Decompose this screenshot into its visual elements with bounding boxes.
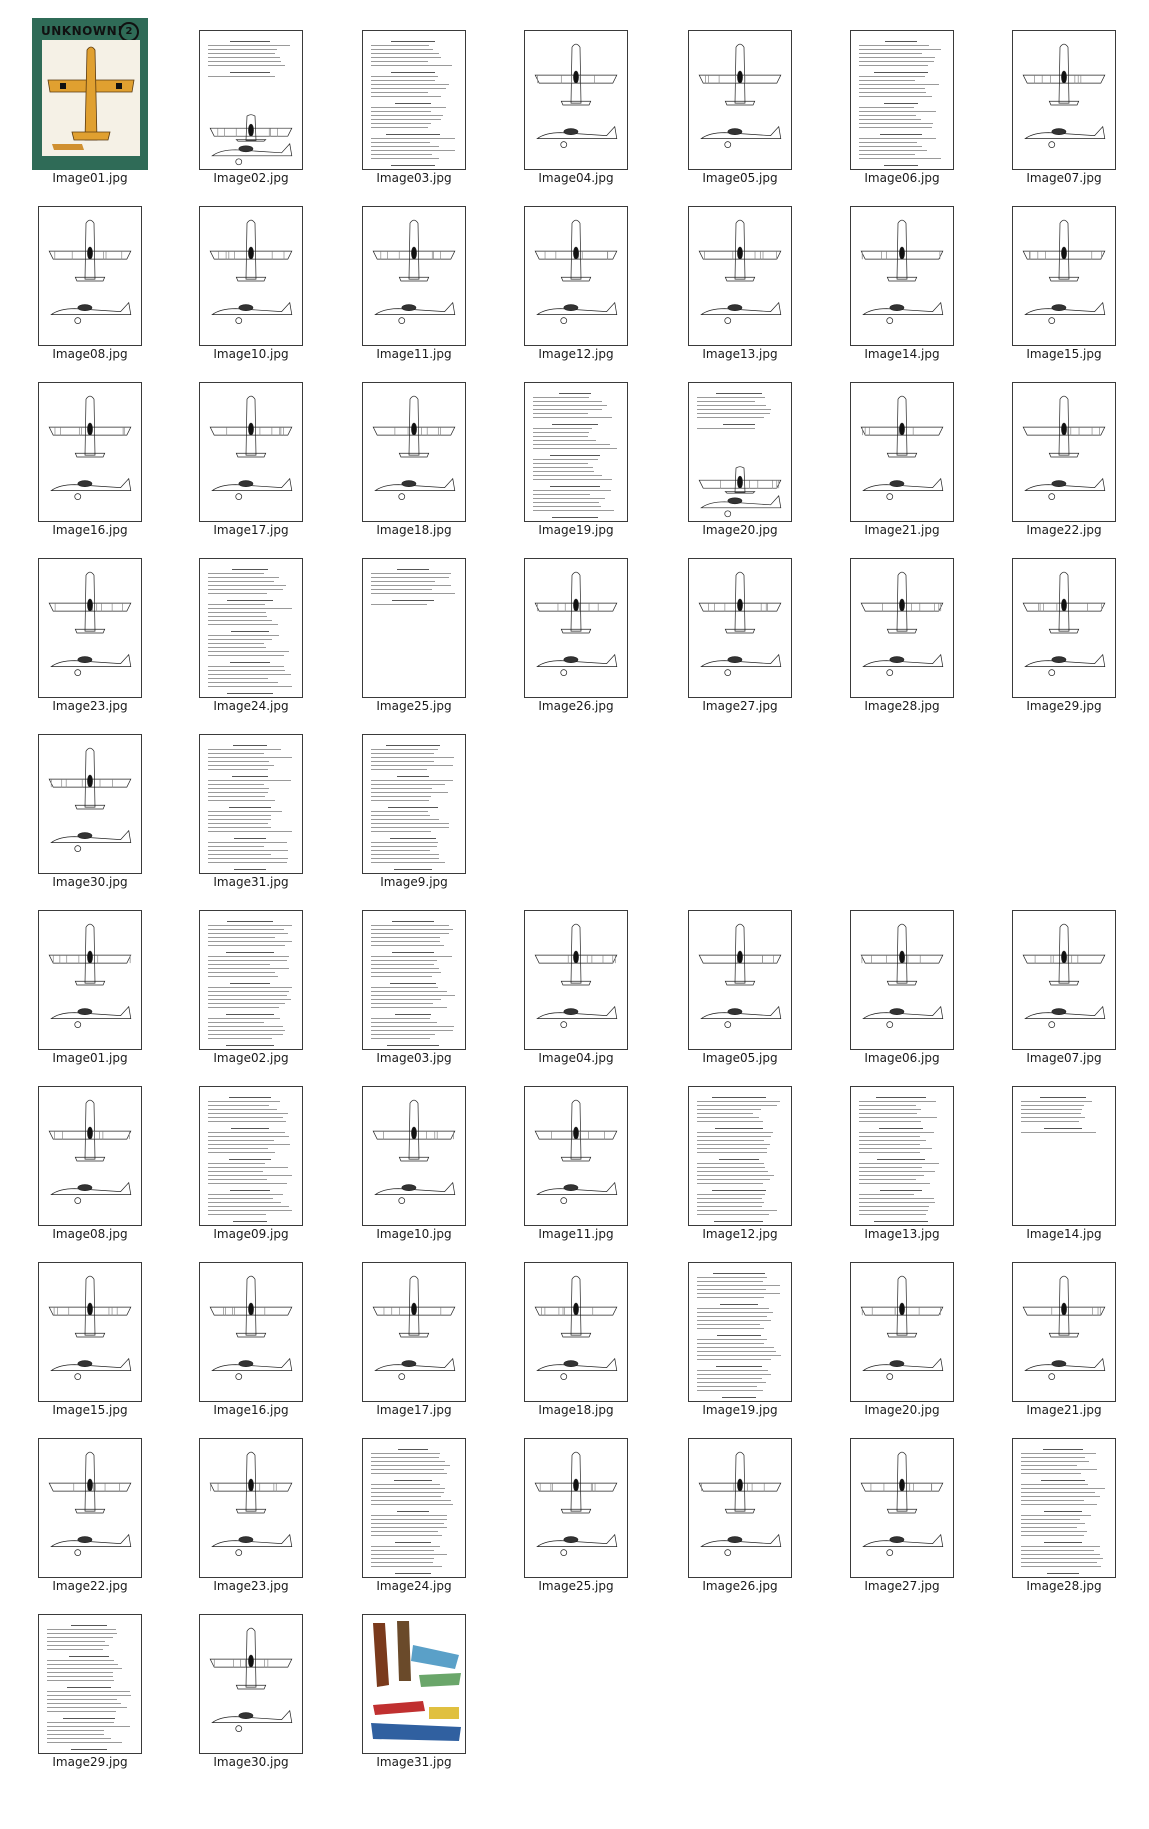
- page-preview: [199, 30, 303, 170]
- page-preview: [199, 1086, 303, 1226]
- aircraft-drawing: [200, 1615, 302, 1753]
- file-thumbnail[interactable]: [837, 1250, 967, 1426]
- page-preview: [362, 30, 466, 170]
- thumbnail-image: [349, 194, 479, 346]
- file-name-label: Image10.jpg: [376, 1227, 452, 1241]
- file-name-label: Image03.jpg: [376, 1051, 452, 1065]
- file-name-label: Image17.jpg: [376, 1403, 452, 1417]
- file-thumbnail[interactable]: [675, 370, 805, 546]
- page-preview: [850, 910, 954, 1050]
- file-thumbnail[interactable]: [25, 194, 155, 370]
- thumbnail-image: [25, 370, 155, 522]
- page-preview: [850, 1262, 954, 1402]
- thumbnail-image: [25, 898, 155, 1050]
- file-name-label: Image31.jpg: [213, 875, 289, 889]
- thumbnail-image: [999, 1074, 1129, 1226]
- file-thumbnail[interactable]: [25, 1074, 155, 1250]
- aircraft-drawing: [363, 383, 465, 521]
- aircraft-drawing: [1013, 559, 1115, 697]
- cover-artwork: [42, 40, 140, 156]
- page-preview: [524, 1262, 628, 1402]
- file-thumbnail[interactable]: [349, 546, 479, 722]
- file-name-label: Image19.jpg: [538, 523, 614, 537]
- file-thumbnail[interactable]: [25, 722, 155, 898]
- file-name-label: Image04.jpg: [538, 1051, 614, 1065]
- thumbnail-image: [675, 546, 805, 698]
- page-preview: [1012, 558, 1116, 698]
- thumbnail-image: [675, 898, 805, 1050]
- page-preview: [199, 206, 303, 346]
- file-thumbnail[interactable]: [999, 1250, 1129, 1426]
- aircraft-drawing: [525, 207, 627, 345]
- aircraft-drawing: [689, 461, 791, 521]
- page-preview: [362, 1086, 466, 1226]
- thumbnail-image: [25, 722, 155, 874]
- page-preview: [199, 1438, 303, 1578]
- file-name-label: Image14.jpg: [864, 347, 940, 361]
- page-preview: [362, 910, 466, 1050]
- thumbnail-image: [349, 898, 479, 1050]
- thumbnail-image: [25, 1074, 155, 1226]
- aircraft-drawing: [525, 31, 627, 169]
- file-thumbnail[interactable]: [675, 898, 805, 1074]
- file-thumbnail[interactable]: [999, 1426, 1129, 1602]
- aircraft-drawing: [1013, 911, 1115, 1049]
- file-thumbnail[interactable]: [186, 722, 316, 898]
- file-thumbnail[interactable]: [837, 1074, 967, 1250]
- file-name-label: Image04.jpg: [538, 171, 614, 185]
- file-thumbnail[interactable]: [999, 546, 1129, 722]
- file-name-label: Image16.jpg: [213, 1403, 289, 1417]
- thumbnail-image: [349, 1426, 479, 1578]
- file-thumbnail[interactable]: [675, 194, 805, 370]
- page-preview: [199, 910, 303, 1050]
- file-thumbnail[interactable]: [349, 194, 479, 370]
- file-thumbnail[interactable]: [186, 1602, 316, 1778]
- thumbnail-image: [349, 1602, 479, 1754]
- file-thumbnail[interactable]: [349, 1426, 479, 1602]
- file-thumbnail[interactable]: [511, 546, 641, 722]
- file-name-label: Image24.jpg: [376, 1579, 452, 1593]
- thumbnail-image: [837, 194, 967, 346]
- file-thumbnail[interactable]: [837, 1426, 967, 1602]
- file-name-label: Image27.jpg: [864, 1579, 940, 1593]
- aircraft-drawing: [363, 1087, 465, 1225]
- cover-plane-illustration: [42, 40, 140, 156]
- file-thumbnail[interactable]: [349, 18, 479, 194]
- thumbnail-image: [186, 722, 316, 874]
- page-preview: [362, 206, 466, 346]
- thumbnail-image: [349, 546, 479, 698]
- file-thumbnail[interactable]: [349, 722, 479, 898]
- file-thumbnail[interactable]: [25, 898, 155, 1074]
- page-preview: [1012, 1086, 1116, 1226]
- file-name-label: Image19.jpg: [702, 1403, 778, 1417]
- file-thumbnail[interactable]: [511, 1250, 641, 1426]
- thumbnail-image: [186, 546, 316, 698]
- file-name-label: Image26.jpg: [538, 699, 614, 713]
- aircraft-drawing: [200, 1439, 302, 1577]
- aircraft-drawing: [525, 1263, 627, 1401]
- aircraft-drawing: [39, 207, 141, 345]
- file-name-label: Image23.jpg: [52, 699, 128, 713]
- file-thumbnail[interactable]: [511, 194, 641, 370]
- page-preview: [688, 910, 792, 1050]
- aircraft-drawing: [525, 1087, 627, 1225]
- page-preview: [38, 910, 142, 1050]
- page-preview: [362, 1614, 466, 1754]
- thumbnail-image: [25, 1602, 155, 1754]
- file-thumbnail[interactable]: [999, 194, 1129, 370]
- file-thumbnail[interactable]: [675, 1250, 805, 1426]
- file-thumbnail[interactable]: [675, 546, 805, 722]
- file-thumbnail[interactable]: [837, 194, 967, 370]
- file-name-label: Image07.jpg: [1026, 1051, 1102, 1065]
- thumbnail-image: [186, 1074, 316, 1226]
- file-name-label: Image22.jpg: [52, 1579, 128, 1593]
- aircraft-drawing: [39, 911, 141, 1049]
- file-thumbnail[interactable]: [675, 1074, 805, 1250]
- thumbnail-image: [511, 194, 641, 346]
- page-preview: [688, 1438, 792, 1578]
- thumbnail-image: [837, 898, 967, 1050]
- file-name-label: Image27.jpg: [702, 699, 778, 713]
- page-preview: [38, 382, 142, 522]
- thumbnail-image: [999, 1250, 1129, 1402]
- file-name-label: Image12.jpg: [538, 347, 614, 361]
- thumbnail-image: [186, 370, 316, 522]
- page-preview: [199, 1614, 303, 1754]
- file-name-label: Image21.jpg: [864, 523, 940, 537]
- page-preview: [38, 558, 142, 698]
- file-thumbnail[interactable]: [837, 370, 967, 546]
- thumbnail-image: [675, 18, 805, 170]
- page-preview: [38, 1438, 142, 1578]
- file-thumbnail[interactable]: [511, 370, 641, 546]
- page-preview: [524, 382, 628, 522]
- thumbnail-image: [186, 898, 316, 1050]
- thumbnail-image: [349, 1074, 479, 1226]
- page-preview: [1012, 910, 1116, 1050]
- file-name-label: Image29.jpg: [1026, 699, 1102, 713]
- file-thumbnail[interactable]: [186, 194, 316, 370]
- aircraft-drawing: [39, 1087, 141, 1225]
- file-name-label: Image30.jpg: [52, 875, 128, 889]
- aircraft-drawing: [39, 1439, 141, 1577]
- thumbnail-image: [349, 18, 479, 170]
- page-preview: [362, 1438, 466, 1578]
- page-preview: [1012, 206, 1116, 346]
- aircraft-drawing: [1013, 1263, 1115, 1401]
- file-thumbnail[interactable]: [999, 370, 1129, 546]
- file-name-label: Image01.jpg: [52, 1051, 128, 1065]
- thumbnail-image: [675, 370, 805, 522]
- page-preview: [688, 382, 792, 522]
- file-thumbnail[interactable]: [349, 1074, 479, 1250]
- thumbnail-image: [999, 194, 1129, 346]
- file-name-label: Image18.jpg: [538, 1403, 614, 1417]
- thumbnail-image: [186, 1250, 316, 1402]
- file-thumbnail[interactable]: [999, 1074, 1129, 1250]
- aircraft-drawing: [363, 1263, 465, 1401]
- page-preview: [524, 206, 628, 346]
- aircraft-drawing: [689, 207, 791, 345]
- file-name-label: Image13.jpg: [864, 1227, 940, 1241]
- thumbnail-image: [25, 18, 155, 170]
- page-preview: [1012, 1438, 1116, 1578]
- page-preview: [524, 558, 628, 698]
- file-name-label: Image10.jpg: [213, 347, 289, 361]
- page-preview: [850, 206, 954, 346]
- file-name-label: Image16.jpg: [52, 523, 128, 537]
- page-preview: [1012, 1262, 1116, 1402]
- page-preview: [688, 1262, 792, 1402]
- thumbnail-image: [511, 898, 641, 1050]
- file-name-label: Image09.jpg: [213, 1227, 289, 1241]
- page-preview: [524, 1086, 628, 1226]
- file-name-label: Image15.jpg: [52, 1403, 128, 1417]
- cover-number-badge: 2: [119, 22, 139, 42]
- thumbnail-image: [349, 370, 479, 522]
- thumbnail-image: [999, 1426, 1129, 1578]
- page-preview: [850, 30, 954, 170]
- thumbnail-image: [511, 1250, 641, 1402]
- file-thumbnail[interactable]: [25, 1250, 155, 1426]
- aircraft-drawing: [200, 109, 302, 169]
- file-name-label: Image24.jpg: [213, 699, 289, 713]
- file-name-label: Image07.jpg: [1026, 171, 1102, 185]
- thumbnail-image: [186, 1602, 316, 1754]
- file-name-label: Image03.jpg: [376, 171, 452, 185]
- page-preview: [362, 382, 466, 522]
- thumbnail-image: [837, 546, 967, 698]
- file-name-label: Image12.jpg: [702, 1227, 778, 1241]
- aircraft-drawing: [200, 207, 302, 345]
- file-name-label: Image20.jpg: [864, 1403, 940, 1417]
- thumbnail-image: [511, 18, 641, 170]
- aircraft-drawing: [525, 911, 627, 1049]
- file-thumbnail[interactable]: [186, 546, 316, 722]
- page-preview: [688, 30, 792, 170]
- aircraft-drawing: [525, 1439, 627, 1577]
- page-preview: [524, 30, 628, 170]
- page-preview: [688, 1086, 792, 1226]
- file-thumbnail[interactable]: [349, 1602, 479, 1778]
- page-preview: [199, 382, 303, 522]
- page-preview: [850, 1438, 954, 1578]
- page-preview: [524, 1438, 628, 1578]
- file-thumbnail[interactable]: [675, 18, 805, 194]
- file-thumbnail[interactable]: [999, 898, 1129, 1074]
- thumbnail-image: [675, 194, 805, 346]
- file-name-label: Image15.jpg: [1026, 347, 1102, 361]
- file-thumbnail[interactable]: [25, 370, 155, 546]
- file-name-label: Image06.jpg: [864, 1051, 940, 1065]
- thumbnail-image: [999, 546, 1129, 698]
- file-name-label: Image31.jpg: [376, 1755, 452, 1769]
- aircraft-drawing: [1013, 383, 1115, 521]
- page-preview: [524, 910, 628, 1050]
- page-preview: [362, 558, 466, 698]
- file-thumbnail[interactable]: [186, 370, 316, 546]
- file-name-label: Image11.jpg: [376, 347, 452, 361]
- page-preview: [1012, 30, 1116, 170]
- thumbnail-image: [999, 18, 1129, 170]
- thumbnail-image: [25, 1426, 155, 1578]
- file-thumbnail[interactable]: [837, 898, 967, 1074]
- aircraft-drawing: [525, 559, 627, 697]
- aircraft-drawing: [851, 559, 953, 697]
- file-name-label: Image30.jpg: [213, 1755, 289, 1769]
- file-thumbnail[interactable]: [25, 1602, 155, 1778]
- page-preview: [38, 1614, 142, 1754]
- file-name-label: Image05.jpg: [702, 171, 778, 185]
- page-preview: [199, 734, 303, 874]
- thumbnail-image: [837, 18, 967, 170]
- thumbnail-image: [186, 1426, 316, 1578]
- file-thumbnail[interactable]: [186, 1426, 316, 1602]
- file-thumbnail[interactable]: [675, 1426, 805, 1602]
- file-name-label: Image25.jpg: [376, 699, 452, 713]
- file-name-label: Image13.jpg: [702, 347, 778, 361]
- file-thumbnail[interactable]: [186, 18, 316, 194]
- file-name-label: Image28.jpg: [864, 699, 940, 713]
- thumbnail-image: [25, 194, 155, 346]
- file-name-label: Image08.jpg: [52, 347, 128, 361]
- aircraft-drawing: [39, 735, 141, 873]
- color-profile-artwork: [363, 1615, 466, 1754]
- file-thumbnail[interactable]: [186, 1250, 316, 1426]
- file-thumbnail[interactable]: [349, 898, 479, 1074]
- aircraft-drawing: [689, 1439, 791, 1577]
- page-preview: [199, 558, 303, 698]
- aircraft-drawing: [39, 559, 141, 697]
- file-thumbnail[interactable]: [25, 18, 155, 194]
- thumbnail-image: [349, 1250, 479, 1402]
- thumbnail-image: [511, 370, 641, 522]
- thumbnail-image: [837, 1074, 967, 1226]
- page-preview: [32, 18, 148, 170]
- file-thumbnail[interactable]: [186, 1074, 316, 1250]
- thumbnail-image: [837, 1426, 967, 1578]
- file-name-label: Image02.jpg: [213, 171, 289, 185]
- thumbnail-image: [511, 1074, 641, 1226]
- file-thumbnail[interactable]: [25, 546, 155, 722]
- page-preview: [850, 558, 954, 698]
- aircraft-drawing: [1013, 31, 1115, 169]
- file-thumbnail[interactable]: [837, 18, 967, 194]
- file-thumbnail[interactable]: [349, 1250, 479, 1426]
- aircraft-drawing: [689, 559, 791, 697]
- thumbnail-image: [186, 18, 316, 170]
- aircraft-drawing: [200, 383, 302, 521]
- file-thumbnail[interactable]: [837, 546, 967, 722]
- page-preview: [38, 1262, 142, 1402]
- page-preview: [688, 558, 792, 698]
- aircraft-drawing: [39, 1263, 141, 1401]
- file-thumbnail[interactable]: [511, 1074, 641, 1250]
- file-name-label: Image9.jpg: [380, 875, 448, 889]
- thumbnail-image: [837, 370, 967, 522]
- thumbnail-image: [25, 546, 155, 698]
- page-preview: [38, 206, 142, 346]
- file-name-label: Image25.jpg: [538, 1579, 614, 1593]
- file-name-label: Image02.jpg: [213, 1051, 289, 1065]
- file-name-label: Image22.jpg: [1026, 523, 1102, 537]
- file-name-label: Image26.jpg: [702, 1579, 778, 1593]
- aircraft-drawing: [851, 1439, 953, 1577]
- file-name-label: Image17.jpg: [213, 523, 289, 537]
- file-thumbnail[interactable]: [186, 898, 316, 1074]
- file-name-label: Image21.jpg: [1026, 1403, 1102, 1417]
- page-preview: [850, 382, 954, 522]
- page-preview: [1012, 382, 1116, 522]
- aircraft-drawing: [363, 207, 465, 345]
- aircraft-drawing: [689, 911, 791, 1049]
- aircraft-drawing: [851, 383, 953, 521]
- file-name-label: Image11.jpg: [538, 1227, 614, 1241]
- file-thumbnail[interactable]: [511, 898, 641, 1074]
- aircraft-drawing: [851, 1263, 953, 1401]
- thumbnail-image: [511, 1426, 641, 1578]
- aircraft-drawing: [39, 383, 141, 521]
- aircraft-drawing: [851, 207, 953, 345]
- file-name-label: Image23.jpg: [213, 1579, 289, 1593]
- aircraft-drawing: [1013, 207, 1115, 345]
- page-preview: [850, 1086, 954, 1226]
- file-thumbnail[interactable]: [25, 1426, 155, 1602]
- file-name-label: Image20.jpg: [702, 523, 778, 537]
- file-thumbnail[interactable]: [511, 1426, 641, 1602]
- cover-title: UNKNOWN!: [41, 24, 124, 38]
- file-thumbnail[interactable]: [349, 370, 479, 546]
- file-name-label: Image29.jpg: [52, 1755, 128, 1769]
- page-preview: [362, 734, 466, 874]
- thumbnail-image: [186, 194, 316, 346]
- thumbnail-image: [25, 1250, 155, 1402]
- thumbnail-image: [511, 546, 641, 698]
- file-thumbnail[interactable]: [511, 18, 641, 194]
- thumbnail-image: [675, 1074, 805, 1226]
- file-thumbnail[interactable]: [999, 18, 1129, 194]
- aircraft-drawing: [689, 31, 791, 169]
- thumbnail-image: [349, 722, 479, 874]
- aircraft-drawing: [200, 1263, 302, 1401]
- file-name-label: Image06.jpg: [864, 171, 940, 185]
- page-preview: [38, 734, 142, 874]
- file-name-label: Image14.jpg: [1026, 1227, 1102, 1241]
- page-preview: [362, 1262, 466, 1402]
- thumbnail-image: [675, 1426, 805, 1578]
- cover-footer: [42, 159, 140, 167]
- file-name-label: Image18.jpg: [376, 523, 452, 537]
- page-preview: [199, 1262, 303, 1402]
- thumbnail-image: [837, 1250, 967, 1402]
- file-name-label: Image08.jpg: [52, 1227, 128, 1241]
- page-preview: [38, 1086, 142, 1226]
- aircraft-drawing: [851, 911, 953, 1049]
- thumbnail-image: [999, 370, 1129, 522]
- page-preview: [688, 206, 792, 346]
- file-name-label: Image28.jpg: [1026, 1579, 1102, 1593]
- file-name-label: Image05.jpg: [702, 1051, 778, 1065]
- thumbnail-image: [999, 898, 1129, 1050]
- thumbnail-image: [675, 1250, 805, 1402]
- file-name-label: Image01.jpg: [52, 171, 128, 185]
